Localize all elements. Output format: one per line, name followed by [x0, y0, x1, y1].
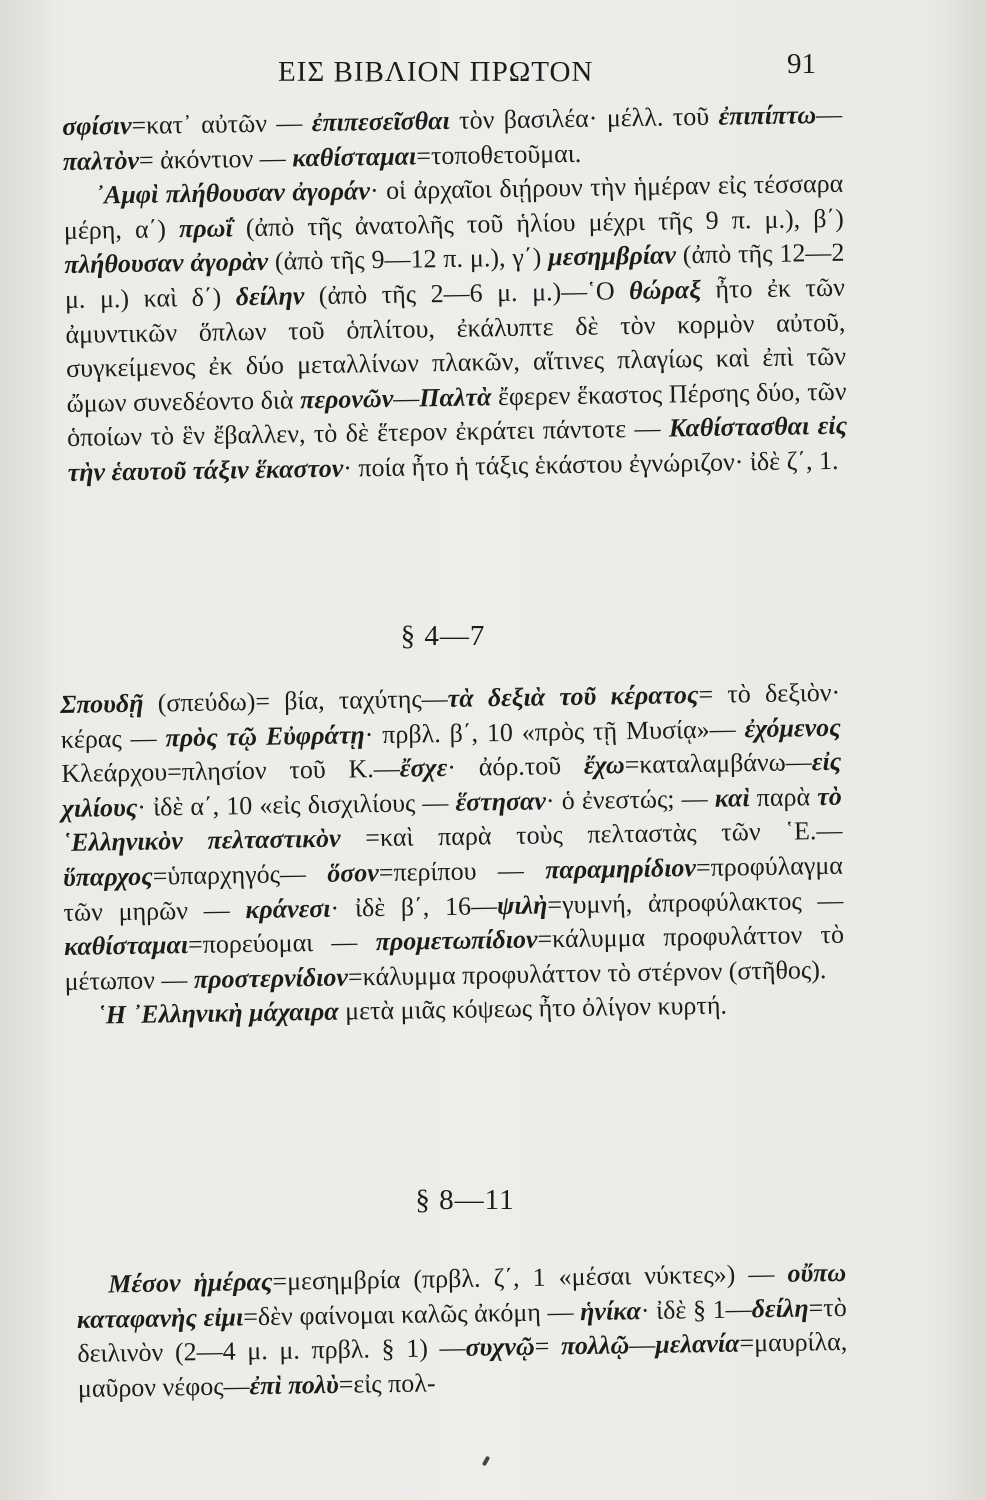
gloss-text: · οἱ ἀρχαῖοι διῄρουν τὴν ἡμέραν εἰς τέσσαρα μέρη, α΄)	[63, 168, 844, 245]
lemma: προμετωπίδιον	[375, 924, 538, 957]
lemma: ψιλὴ	[496, 889, 548, 920]
lemma: ἔσχε	[399, 753, 448, 783]
lemma: καθίσταμαι	[63, 930, 189, 962]
gloss-text: · ποία ἦτο ἡ τάξις ἑκάστου ἐγνώριζον· ἰδὲ ζ΄, 1.	[343, 445, 839, 483]
lemma: πρὸς τῷ Εὐφράτῃ	[165, 719, 365, 752]
gloss-text: —	[815, 99, 843, 130]
gloss-text: =εἰς πολ-	[338, 1368, 436, 1399]
lemma: δείλη	[751, 1293, 809, 1323]
commentary-block-intro	[62, 98, 848, 491]
paragraph	[76, 1256, 848, 1406]
lemma: παραμηρίδιον	[544, 853, 697, 885]
gloss-text: · ἰδὲ § 1—	[640, 1293, 752, 1325]
lemma: ᾽Αμφὶ πλήθουσαν ἀγοράν	[95, 176, 371, 210]
lemma: μεσημβρίαν	[547, 240, 677, 272]
lemma: Μέσον ἡμέρας	[108, 1266, 273, 1299]
gloss-text: =μαυρίλα, μαῦρον νέφος—	[77, 1327, 848, 1403]
lemma: Σπουδῇ	[60, 688, 144, 719]
gloss-text: = ἀκόντιον —	[138, 142, 293, 175]
page-header	[0, 48, 986, 88]
gloss-text: =	[534, 1331, 562, 1361]
gloss-text: —	[629, 1330, 656, 1360]
gloss-text: =τοποθετοῦμαι.	[416, 138, 582, 171]
lemma: ὅσον	[327, 857, 380, 888]
lemma: παλτὸν	[62, 145, 140, 176]
gloss-text: =τὸ δειλινὸν (2—4 μ. μ. πρβλ. § 1) —	[77, 1292, 847, 1369]
gloss-text: =μεσημβρία (πρβλ. ζ΄, 1 «μέσαι νύκτες») —	[272, 1258, 788, 1296]
lemma: μελανία	[655, 1328, 740, 1360]
lemma: πρωΐ	[178, 213, 233, 243]
gloss-text: =ὑπαρχηγός—	[152, 858, 328, 891]
gloss-text: (ἀπὸ τῆς 9—12 π. μ.), γ΄)	[267, 242, 549, 277]
gloss-text: (σπεύδω)= βία, ταχύτης—	[143, 683, 448, 718]
lemma: κράνεσι	[245, 893, 331, 924]
lemma: ὕπαρχος	[62, 861, 153, 892]
ink-mark	[482, 1456, 490, 1467]
gloss-text: =προφύλαγμα τῶν μηρῶν —	[63, 850, 844, 927]
gloss-text: (ἀπὸ τῆς ἀνατολῆς τοῦ ἡλίου μέχρι τῆς 9 π. μ.), β΄)	[232, 203, 845, 243]
gloss-text: =δὲν φαίνομαι καλῶς ἀκόμη —	[242, 1296, 581, 1331]
lemma: τὰ δεξιὰ τοῦ κέρατος	[447, 679, 699, 713]
lemma: συχνῷ	[465, 1331, 535, 1363]
gloss-text: · ἰδὲ α΄, 10 «εἰς δισχιλίους —	[137, 787, 456, 822]
lemma: ἕστησαν	[455, 786, 547, 817]
gloss-text: Κλεάρχου=πλησίον τοῦ Κ.—	[61, 753, 401, 789]
paragraph	[60, 676, 845, 1000]
gloss-text: · ἀόρ.τοῦ	[447, 750, 585, 783]
lemma: τὸ ῾Ελληνικὸν πελταστικὸν	[62, 781, 842, 858]
gloss-text: —	[393, 383, 420, 413]
gloss-text: =καὶ παρὰ τοὺς πελταστὰς τῶν ῾Ε.—	[340, 816, 843, 853]
lemma: ἐπιπεσεῖσθαι	[311, 105, 450, 138]
gloss-text: =περίπου —	[378, 855, 546, 887]
lemma: προστερνίδιον	[193, 962, 349, 994]
gloss-text: μετὰ μιᾶς κόψεως ἦτο ὀλίγον κυρτή.	[338, 990, 728, 1027]
lemma: οὔπω καταφανὴς εἰμι	[76, 1257, 847, 1334]
gloss-text: =κάλυμμα προφυλάττον τὸ στέρνον (στῆθος).	[347, 954, 827, 992]
lemma: ἐπὶ πολὺ	[249, 1369, 339, 1401]
gloss-text: =γυμνή, ἀπροφύλακτος —	[547, 885, 844, 919]
gloss-text: (ἀπὸ τῆς 12—2 μ. μ.) καὶ δ΄)	[64, 238, 845, 314]
gloss-text: =καταλαμβάνω—	[624, 747, 813, 780]
lemma: Καθίστασθαι εἰς τὴν ἑαυτοῦ τάξιν ἕκαστον	[67, 411, 848, 487]
lemma: εἰς χιλίους	[61, 746, 842, 823]
lemma: ἐπιπίπτω	[718, 100, 817, 131]
gloss-text: =κάλυμμα προφυλάττον τὸ μέτωπον —	[64, 919, 845, 996]
lemma: περονῶν	[299, 383, 394, 415]
gloss-text: ἦτο ἐκ τῶν ἀμυντικῶν ὅπλων τοῦ ὁπλίτου, ἐκάλυπτε δὲ τὸν κορμὸν αὐτοῦ, συγκείμενος ἐκ δύο μεταλλίνων πλακῶν, αἵτινες πλαγίως καὶ ἐπὶ τῶν ὤμων συνεδέοντο διὰ	[65, 272, 847, 418]
lemma: δείλην	[235, 281, 305, 312]
lemma: καὶ	[714, 782, 750, 813]
gloss-text: τὸν βασιλέα· μέλλ. τοῦ	[449, 101, 719, 135]
gloss-text: (ἀπὸ τῆς 2—6 μ. μ.)—῾Ο	[304, 276, 630, 311]
gloss-text: παρὰ	[749, 781, 818, 812]
lemma: ἐχόμενος	[744, 712, 841, 743]
gloss-text: · πρβλ. β΄, 10 «πρὸς τῇ Μυσίᾳ»—	[364, 713, 745, 749]
lemma: καθίσταμαι	[292, 141, 417, 172]
commentary-block-section-8-11	[76, 1256, 848, 1406]
page-number: 91	[787, 48, 816, 80]
gloss-text: =κατ᾽ αὐτῶν —	[131, 108, 313, 140]
gloss-text: ἔφερεν ἕκαστος Πέρσης δύο, τῶν ὁποίων τὸ ἓν ἔβαλλεν, τὸ δὲ ἕτερον ἐκράτει πάντοτε —	[66, 376, 847, 453]
commentary-block-section-4-7	[60, 676, 845, 1034]
lemma: ῾Η ᾽Ελληνικὴ μάχαιρα	[96, 997, 339, 1030]
lemma: θώραξ	[628, 274, 702, 306]
paragraph	[63, 167, 848, 491]
lemma: ἡνίκα	[579, 1295, 642, 1326]
gloss-text: = τὸ δεξιὸν· κέρας —	[60, 677, 841, 754]
section-heading: § 4—7	[400, 620, 486, 652]
lemma: πολλῷ	[560, 1330, 630, 1361]
section-heading: § 8—11	[415, 1184, 515, 1216]
running-head: ΕΙΣ ΒΙΒΛΙΟΝ ΠΡΩΤΟΝ	[278, 56, 594, 88]
gloss-text: · ἰδὲ β΄, 16—	[330, 890, 498, 923]
lemma: σφίσιν	[62, 110, 132, 141]
gloss-text: · ὁ ἐνεστώς; —	[545, 783, 715, 816]
gloss-text: =πορεύομαι —	[187, 927, 376, 960]
lemma: πλήθουσαν ἀγορὰν	[64, 247, 269, 280]
paragraph	[62, 98, 843, 179]
lemma: ἔχω	[583, 750, 625, 780]
lemma: Παλτὰ	[419, 382, 492, 413]
